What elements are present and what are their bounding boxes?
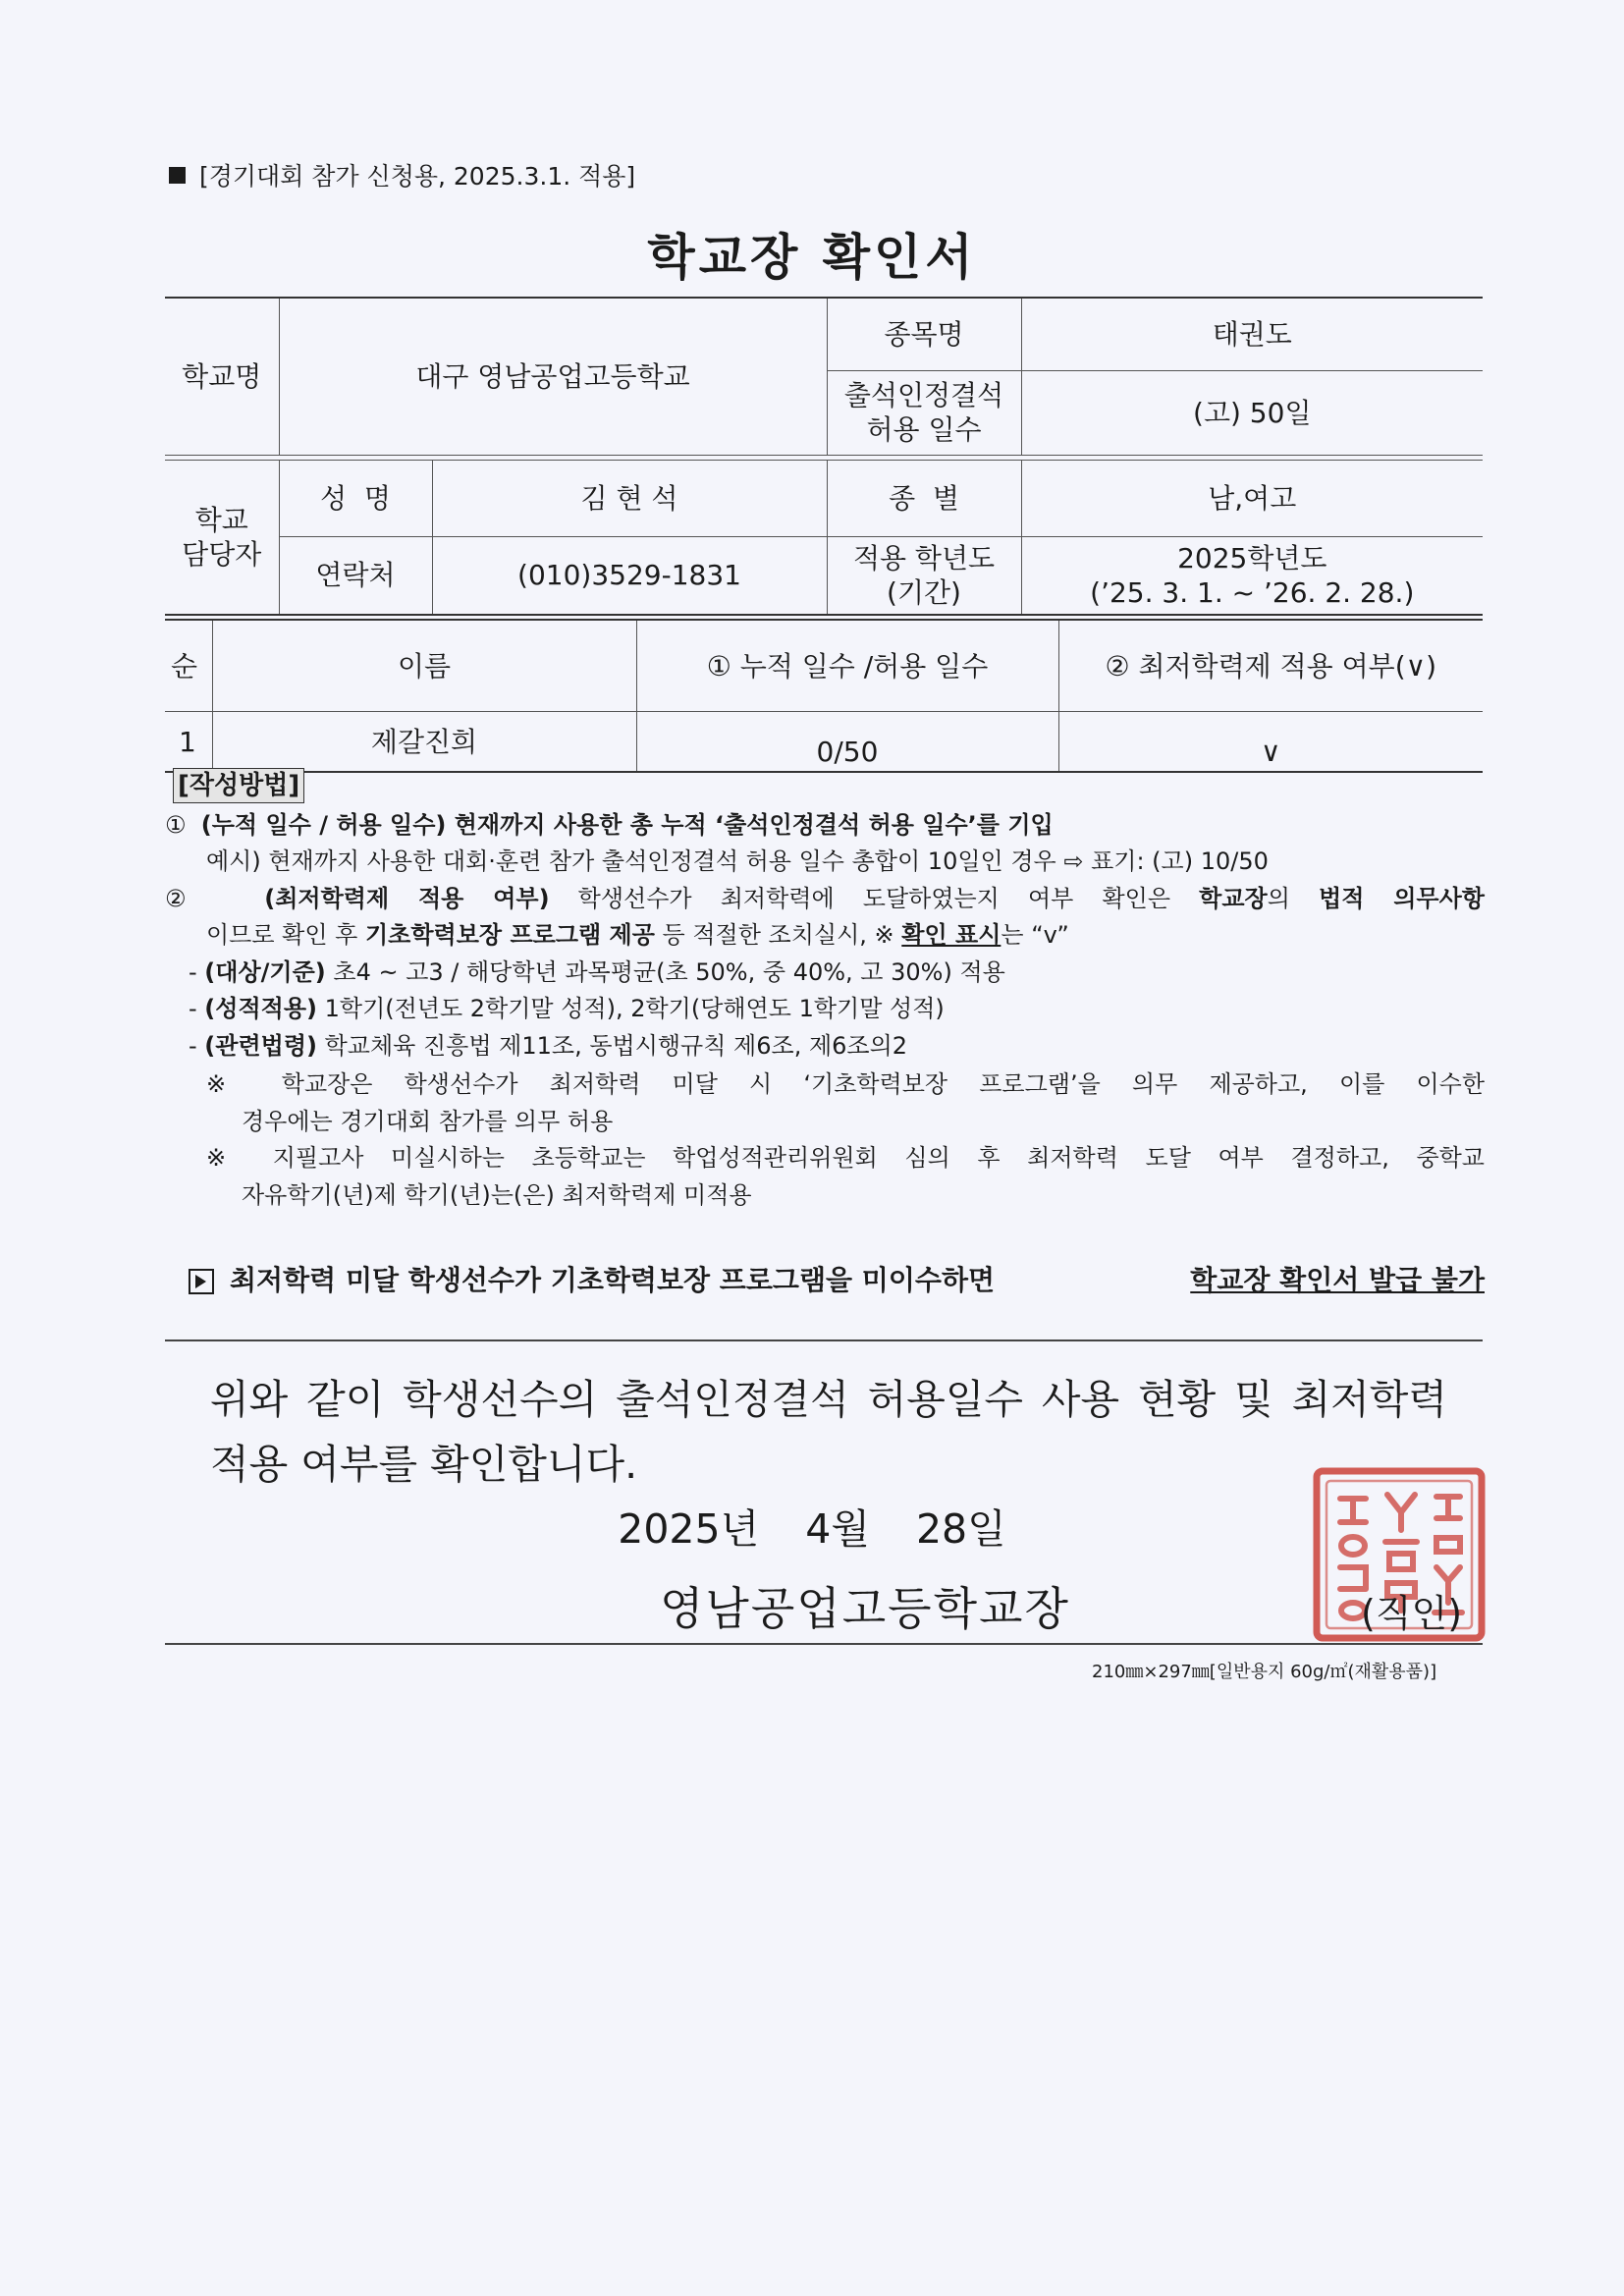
confirmation-line2: 적용 여부를 확인합니다. xyxy=(210,1441,638,1488)
sport-value: 태권도 xyxy=(1021,298,1483,370)
guide-item-2-line2 xyxy=(165,917,1485,955)
guide-note-1-line2: 경우에는 경기대회 참가를 의무 허용 xyxy=(242,1107,614,1135)
guide-note-1: ※ 학교장은 학생선수가 최저학력 미달 시 ‘기초학력보장 프로그램’을 의무 제공하고, 이를 이수한 xyxy=(206,1070,1485,1098)
arrow-box-icon xyxy=(189,1269,214,1294)
student-table xyxy=(165,619,1483,773)
paper-spec: 210㎜×297㎜[일반용지 60g/㎡(재활용품)] xyxy=(1092,1662,1437,1682)
item-2-text-c: 의 xyxy=(1267,884,1320,912)
allowed-days-label-line2: 허용 일수 xyxy=(866,413,982,446)
row-no: 1 xyxy=(165,712,212,773)
dash-3-bold: (관련법령) xyxy=(204,1031,317,1060)
document-title: 학교장 확인서 xyxy=(647,229,977,286)
header-no: 순 xyxy=(165,620,212,712)
item-2-line2-bold: 기초학력보장 프로그램 제공 xyxy=(365,921,655,949)
school-year-label xyxy=(827,536,1021,615)
type-value: 남,여고 xyxy=(1021,460,1483,536)
name-label: 성 명 xyxy=(279,460,432,536)
divider-bottom xyxy=(165,1643,1483,1645)
header-note xyxy=(169,157,635,192)
header-name: 이름 xyxy=(212,620,636,712)
item-2-line2-underline: 확인 표시 xyxy=(901,921,1001,949)
item-1-bold: (누적 일수 / 허용 일수) 현재까지 사용한 총 누적 ‘출석인정결석 허용 일수’를 기입 xyxy=(200,810,1054,839)
school-year-value-line1: 2025학년도 xyxy=(1177,541,1327,574)
writing-guide xyxy=(165,768,1485,1214)
divider-top xyxy=(165,1339,1483,1341)
item-2-line2-c: 는 “v” xyxy=(1001,921,1069,949)
final-notice-underline: 학교장 확인서 발급 불가 xyxy=(1190,1264,1485,1296)
guide-item-2 xyxy=(165,881,1485,918)
dash-2-bold: (성적적용) xyxy=(204,995,317,1022)
school-year-label-line2: (기간) xyxy=(887,575,961,609)
contact-label: 연락처 xyxy=(279,536,432,615)
row-name: 제갈진희 xyxy=(212,712,636,773)
guide-dash-2: - (성적적용) 1학기(전년도 2학기말 성적), 2학기(당해연도 1학기말 성적) xyxy=(189,995,945,1022)
type-label: 종 별 xyxy=(827,460,1021,536)
item-2-bold: (최저학력제 적용 여부) xyxy=(264,884,550,912)
header-note-text: [경기대회 참가 신청용, 2025.3.1. 적용] xyxy=(199,162,636,191)
guide-dash-3: - (관련법령) 학교체육 진흥법 제11조, 동법시행규칙 제6조, 제6조의2 xyxy=(189,1031,908,1060)
sport-label: 종목명 xyxy=(827,298,1021,370)
row-days: 0/50 xyxy=(636,712,1058,773)
allowed-days-value: (고) 50일 xyxy=(1021,370,1483,455)
table-row xyxy=(165,712,1483,773)
guide-note-2: ※ 지필고사 미실시하는 초등학교는 학업성적관리위원회 심의 후 최저학력 도달 여부 결정하고, 중학교 xyxy=(206,1144,1485,1172)
item-2-bold-d: 법적 의무사항 xyxy=(1319,884,1485,912)
final-notice-text: 최저학력 미달 학생선수가 기초학력보장 프로그램을 미이수하면 xyxy=(230,1264,996,1296)
school-value: 대구 영남공업고등학교 xyxy=(279,298,827,455)
manager-label-line2: 담당자 xyxy=(182,537,262,571)
row-check: ∨ xyxy=(1058,712,1483,773)
allowed-days-label-line1: 출석인정결석 xyxy=(843,379,1004,411)
dash-1-text: 초4 ~ 고3 / 해당학년 과목평균(초 50%, 중 40%, 고 30%) 적용 xyxy=(325,957,1005,986)
guide-note-2-line2: 자유학기(년)제 학기(년)는(은) 최저학력제 미적용 xyxy=(242,1180,752,1209)
dash-3-text: 학교체육 진흥법 제11조, 동법시행규칙 제6조, 제6조의2 xyxy=(316,1031,908,1060)
item-2-line2-b: 등 적절한 조치실시, ※ xyxy=(654,921,902,949)
manager-label-line1: 학교 xyxy=(194,503,248,536)
manager-name-value: 김 현 석 xyxy=(432,460,827,536)
info-table xyxy=(165,297,1483,616)
issue-date: 2025년 4월 28일 xyxy=(618,1505,1006,1553)
guide-dash-1: - (대상/기준) 초4 ~ 고3 / 해당학년 과목평균(초 50%, 중 40%, 고 30%) 적용 xyxy=(189,957,1005,986)
guide-item-1 xyxy=(165,807,1485,845)
guide-heading: [작성방법] xyxy=(173,768,304,803)
principal-title: 영남공업고등학교장 xyxy=(660,1582,1070,1635)
guide-item-1-example: 예시) 현재까지 사용한 대회·훈련 참가 출석인정결석 허용 일수 총합이 10일인 경우 ⇨ 표기: (고) 10/50 xyxy=(206,847,1269,875)
final-notice xyxy=(189,1259,1485,1298)
seal-label: (직인) xyxy=(1361,1592,1463,1635)
dash-1-bold: (대상/기준) xyxy=(204,957,326,986)
contact-value: (010)3529-1831 xyxy=(432,536,827,615)
confirmation-statement xyxy=(210,1367,1447,1497)
school-year-value xyxy=(1021,536,1483,615)
square-bullet-icon xyxy=(169,167,186,184)
school-year-period: (’25. 3. 1. ~ ’26. 2. 28.) xyxy=(1090,575,1415,609)
item-2-number: ② xyxy=(165,884,208,912)
item-2-text-a: 학생선수가 최저학력에 도달하였는지 여부 확인은 xyxy=(549,884,1200,912)
item-2-bold-b: 학교장 xyxy=(1199,884,1268,912)
item-1-number: ① xyxy=(165,810,187,839)
confirmation-line1: 위와 같이 학생선수의 출석인정결석 허용일수 사용 현황 및 최저학력 xyxy=(210,1376,1447,1423)
school-year-label-line1: 적용 학년도 xyxy=(852,541,996,574)
final-notice-left xyxy=(189,1259,995,1298)
manager-label xyxy=(165,460,279,615)
header-check: ② 최저학력제 적용 여부(∨) xyxy=(1058,620,1483,712)
header-days: ① 누적 일수 /허용 일수 xyxy=(636,620,1058,712)
item-2-line2-a: 이므로 확인 후 xyxy=(206,921,365,949)
school-label: 학교명 xyxy=(165,298,279,455)
dash-2-text: 1학기(전년도 2학기말 성적), 2학기(당해연도 1학기말 성적) xyxy=(316,995,945,1022)
allowed-days-label xyxy=(827,370,1021,455)
